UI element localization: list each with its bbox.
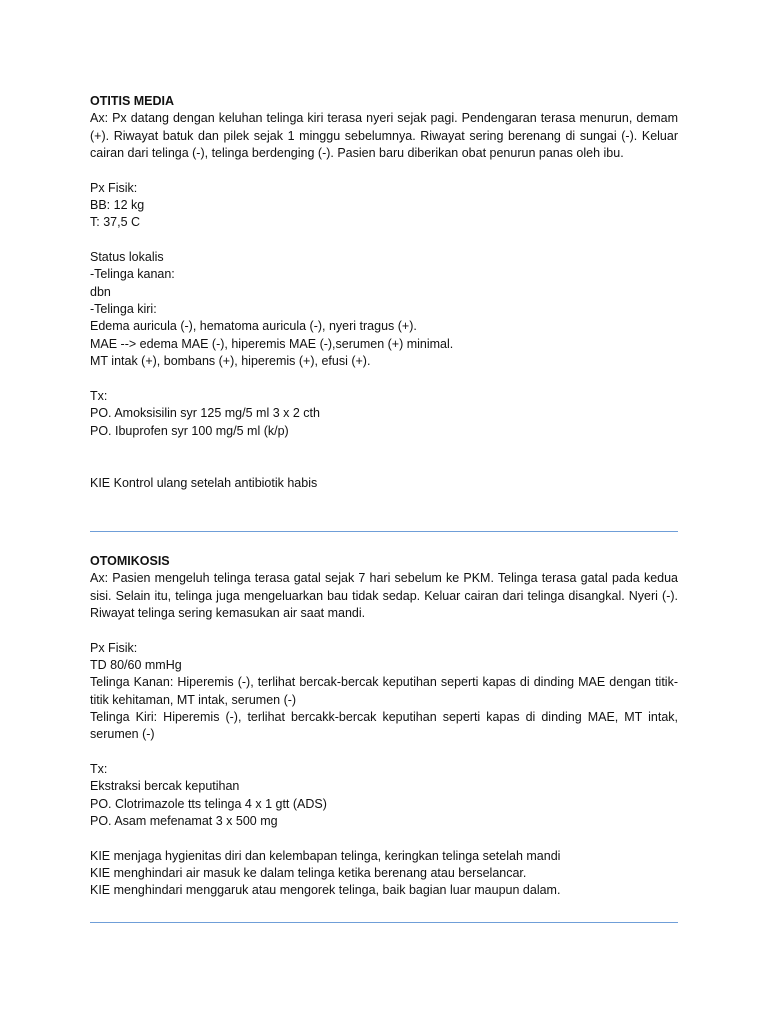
exam-line: TD 80/60 mmHg [90,657,182,672]
status-line: MT intak (+), bombans (+), hiperemis (+), efusi (+). [90,354,371,369]
exam-line: Telinga Kiri: Hiperemis (-), terlihat bercakk-bercak keputihan seperti kapas di dinding MAE, MT intak, serumen (-) [90,710,678,742]
exam-line: Telinga Kanan: Hiperemis (-), terlihat bercak-bercak keputihan seperti kapas di dinding MAE dengan titik-titik kehitaman, MT intak, serumen (-) [90,675,678,707]
tx-heading: Tx: [90,762,108,777]
tx-line: PO. Amoksisilin syr 125 mg/5 ml 3 x 2 cth [90,406,320,421]
status-line: -Telinga kiri: [90,302,157,317]
status-line: -Telinga kanan: [90,267,175,282]
tx-line: PO. Ibuprofen syr 100 mg/5 ml (k/p) [90,423,289,438]
exam-line: T: 37,5 C [90,215,141,230]
document-page [90,93,678,923]
exam-heading: Px Fisik: [90,640,138,655]
section-otomikosis [90,553,678,900]
kie-line: KIE menghindari air masuk ke dalam telinga ketika berenang atau berselancar. [90,866,527,881]
section-otitis-media [90,93,678,492]
tx-line: PO. Asam mefenamat 3 x 500 mg [90,814,278,829]
kie-line: KIE menjaga hygienitas diri dan kelembapan telinga, keringkan telinga setelah mandi [90,848,561,863]
tx-line: Ekstraksi bercak keputihan [90,779,240,794]
status-heading: Status lokalis [90,250,164,265]
tx-heading: Tx: [90,388,108,403]
status-line: Edema auricula (-), hematoma auricula (-), nyeri tragus (+). [90,319,417,334]
section-title: OTITIS MEDIA [90,94,175,108]
anamnesis-paragraph: Ax: Px datang dengan keluhan telinga kiri terasa nyeri sejak pagi. Pendengaran terasa menurun, demam (+). Riwayat batuk dan pilek sejak 1 minggu sebelumnya. Riwayat sering berenang di sungai (-). Keluar cairan dari telinga (-), telinga berdenging (-). Pasien baru diberikan obat penurun panas oleh ibu. [90,111,678,161]
anamnesis-paragraph: Ax: Pasien mengeluh telinga terasa gatal sejak 7 hari sebelum ke PKM. Telinga terasa gatal pada kedua sisi. Selain itu, telinga juga mengeluarkan bau tidak sedap. Keluar cairan dari telinga disangkal. Nyeri (-). Riwayat telinga sering kemasukan air saat mandi. [90,571,678,620]
exam-heading: Px Fisik: [90,180,138,195]
section-title: OTOMIKOSIS [90,553,170,568]
exam-line: BB: 12 kg [90,198,145,213]
kie-line: KIE Kontrol ulang setelah antibiotik habis [90,475,318,490]
tx-line: PO. Clotrimazole tts telinga 4 x 1 gtt (ADS) [90,796,327,811]
kie-line: KIE menghindari menggaruk atau mengorek telinga, baik bagian luar maupun dalam. [90,883,561,898]
section-divider [90,922,678,923]
status-line: MAE --> edema MAE (-), hiperemis MAE (-),serumen (+) minimal. [90,336,454,351]
status-line: dbn [90,284,111,299]
